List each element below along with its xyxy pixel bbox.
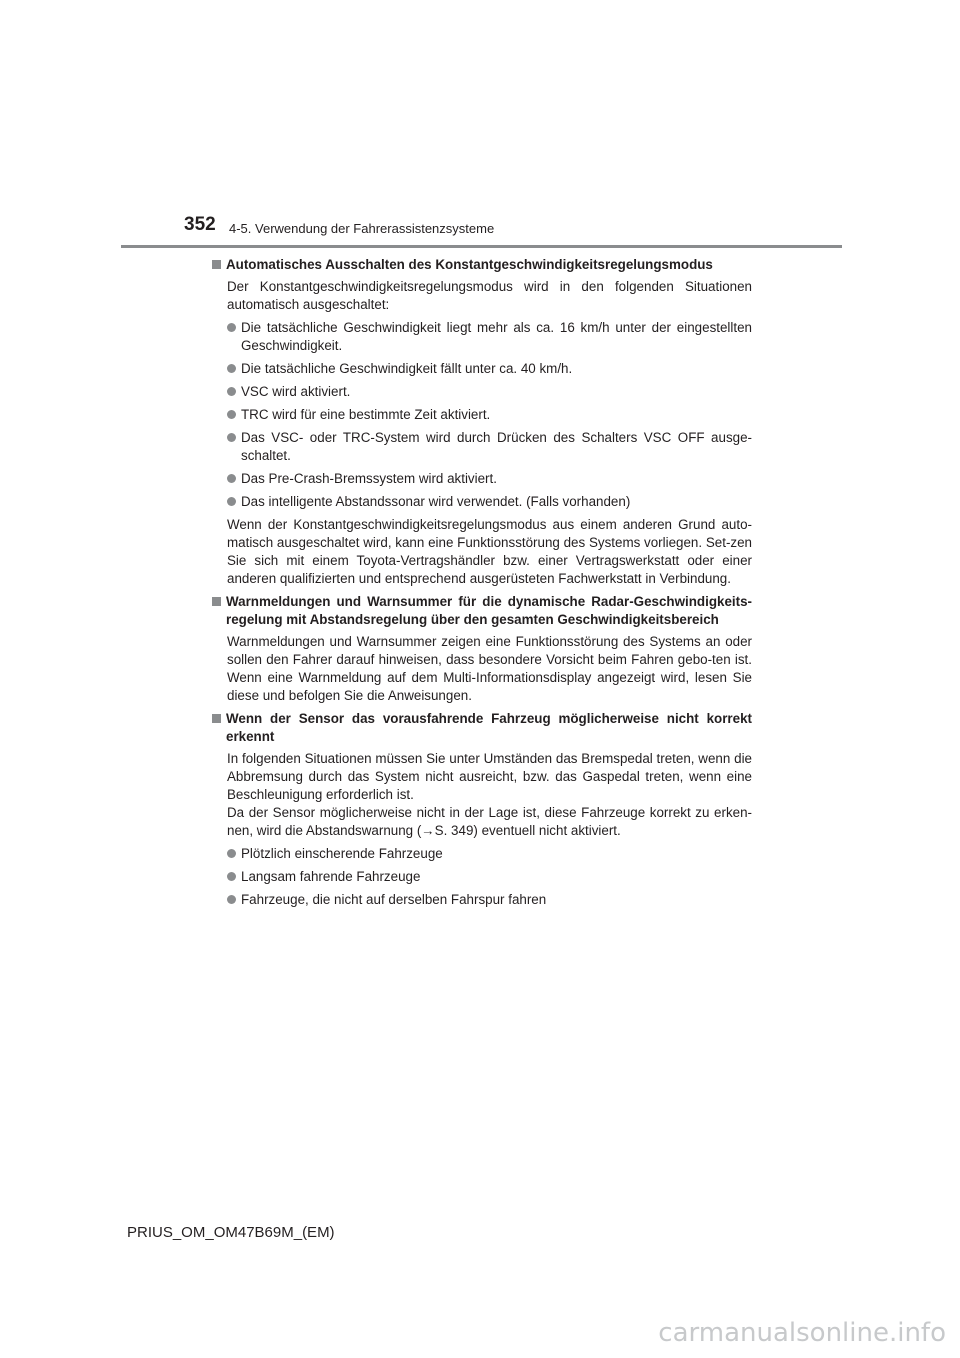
list-item [227,868,752,886]
list-item [227,493,752,511]
outro-paragraph: Wenn der Konstantgeschwindigkeitsregelungsmodus aus einem anderen Grund auto-matisch ausgeschaltet wird, kann eine Funktionsstörung des Systems vorliegen. Set-zen Sie sich mit einem Toyota-Vertragshändler bzw. einer Vertragswerkstatt oder einer anderen qualifizierten und entsprechend ausgerüsteten Fachwerkstatt in Verbindung. [227,517,752,586]
list-item [227,360,752,378]
heading-text: Warnmeldungen und Warnsummer für die dynamische Radar-Geschwindigkeits-regelung mit Abstandsregelung über den gesamten Geschwindigkeitsbereich [226,594,752,627]
list-item [227,319,752,355]
circle-bullet-icon [227,410,236,419]
list-item-text: Das intelligente Abstandssonar wird verwendet. (Falls vorhanden) [241,494,631,509]
section-heading [212,256,752,274]
circle-bullet-icon [227,433,236,442]
circle-bullet-icon [227,474,236,483]
list-item-text: Das VSC- oder TRC-System wird durch Drücken des Schalters VSC OFF ausge-schaltet. [241,430,752,463]
section-title: 4-5. Verwendung der Fahrerassistenzsysteme [229,221,495,236]
list-item [227,429,752,465]
intro-paragraph: Der Konstantgeschwindigkeitsregelungsmodus wird in den folgenden Situationen automatisch ausgeschaltet: [227,279,752,312]
heading-text: Wenn der Sensor das vorausfahrende Fahrzeug möglicherweise nicht korrekt erkennt [226,711,752,744]
list-item-text: VSC wird aktiviert. [241,384,351,399]
square-bullet-icon [212,714,221,723]
section-heading [212,710,752,746]
heading-text: Automatisches Ausschalten des Konstantgeschwindigkeitsregelungsmodus [226,257,713,272]
circle-bullet-icon [227,387,236,396]
circle-bullet-icon [227,323,236,332]
section-heading [212,593,752,629]
list-item-text: Langsam fahrende Fahrzeuge [241,869,421,884]
list-item [227,845,752,863]
section-warnings [212,593,752,705]
circle-bullet-icon [227,364,236,373]
section-auto-off [212,256,752,588]
square-bullet-icon [212,597,221,606]
header-divider [121,245,842,248]
body-paragraph: In folgenden Situationen müssen Sie unter Umständen das Bremspedal treten, wenn die Abbremsung durch das System nicht ausreicht, bzw. das Gaspedal treten, wenn eine Beschleunigung erforderlich ist. Da der Sensor möglicherweise nicht in der Lage ist, diese Fahrzeuge korrekt zu erken-nen, wird die Abstandswarnung (→S. 349) eventuell nicht aktiviert. [227,751,752,838]
list-item [227,383,752,401]
section-sensor [212,710,752,909]
circle-bullet-icon [227,497,236,506]
circle-bullet-icon [227,872,236,881]
list-item-text: Fahrzeuge, die nicht auf derselben Fahrspur fahren [241,892,547,907]
list-item-text: Die tatsächliche Geschwindigkeit liegt mehr als ca. 16 km/h unter der eingestellten Geschwindigkeit. [241,320,752,353]
list-item-text: TRC wird für eine bestimmte Zeit aktiviert. [241,407,491,422]
watermark: carmanualsonline.info [658,1318,946,1348]
page-content [212,256,752,914]
list-item [227,406,752,424]
circle-bullet-icon [227,849,236,858]
body-paragraph: Warnmeldungen und Warnsummer zeigen eine Funktionsstörung des Systems an oder sollen den Fahrer darauf hinweisen, dass besondere Vorsicht beim Fahren gebo-ten ist. Wenn eine Warnmeldung auf dem Multi-Informationsdisplay angezeigt wird, lesen Sie diese und befolgen Sie die Anweisungen. [227,634,752,703]
list-item-text: Die tatsächliche Geschwindigkeit fällt unter ca. 40 km/h. [241,361,573,376]
document-code: PRIUS_OM_OM47B69M_(EM) [127,1224,335,1241]
square-bullet-icon [212,260,221,269]
list-item-text: Das Pre-Crash-Bremssystem wird aktiviert. [241,471,497,486]
list-item [227,891,752,909]
list-item [227,470,752,488]
circle-bullet-icon [227,895,236,904]
page-number: 352 [184,214,216,235]
list-item-text: Plötzlich einscherende Fahrzeuge [241,846,443,861]
